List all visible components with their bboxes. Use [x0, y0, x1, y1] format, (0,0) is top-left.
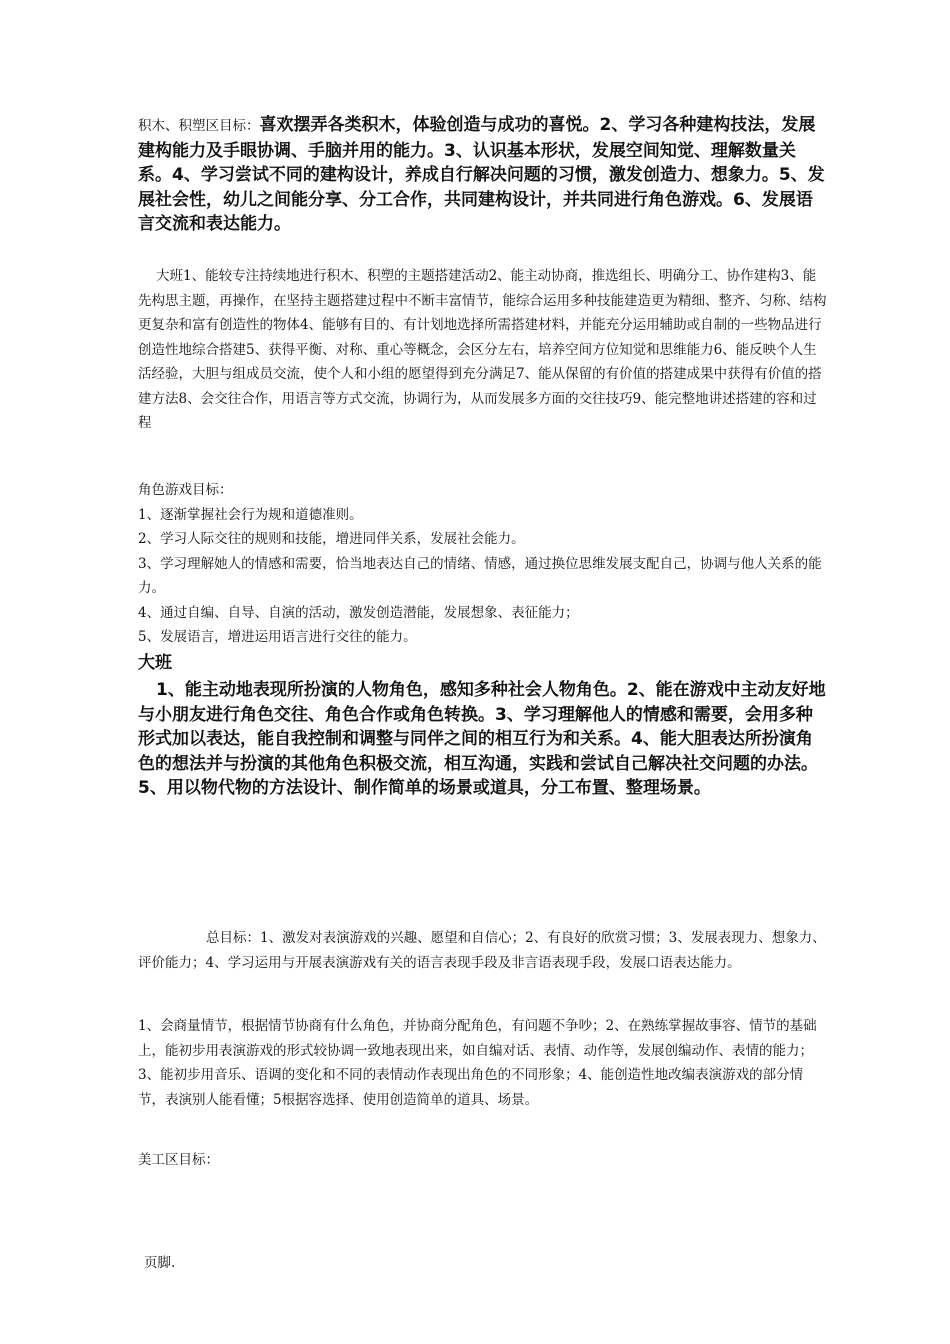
role-play-senior-heading: 大班: [138, 653, 172, 673]
role-play-item: 2、学习人际交往的规则和技能，增进同伴关系，发展社会能力。: [138, 531, 525, 547]
blocks-goal-paragraph: [138, 113, 828, 237]
role-play-item: 3、学习理解她人的情感和需要，恰当地表达自己的情绪、情感，通过换位思维发展支配自己，协调与他人关系的能力。: [138, 555, 822, 596]
role-play-item: 5、发展语言，增进运用语言进行交往的能力。: [138, 629, 417, 645]
blocks-goal-text: 喜欢摆弄各类积木，体验创造与成功的喜悦。2、学习各种建构技法，发展建构能力及手眼协调、手脑并用的能力。3、认识基本形状，发展空间知觉、理解数量关系。4、学习尝试不同的建构设计，养成自行解决问题的习惯，激发创造力、想象力。5、发展社会性，幼儿之间能分享、分工合作，共同建构设计，并共同进行角色游戏。6、发展语言交流和表达能力。: [138, 115, 825, 234]
role-play-item: 1、逐渐掌握社会行为规和道德准则。: [138, 506, 363, 523]
role-play-item: 4、通过自编、自导、自演的活动，激发创造潜能，发展想象、表征能力；: [138, 604, 579, 621]
role-play-section: [138, 478, 828, 650]
blocks-goal-label: 积木、积塑区目标：: [138, 118, 260, 134]
performance-overall-paragraph: 总目标：1、激发对表演游戏的兴趣、愿望和自信心；2、有良好的欣赏习惯；3、发展表现力、想象力、评价能力；4、学习运用与开展表演游戏有关的语言表现手段及非言语表现手段，发展口语表达能力。: [138, 930, 826, 971]
role-play-senior-paragraph: 1、能主动地表现所扮演的人物角色，感知多种社会人物角色。2、能在游戏中主动友好地与小朋友进行角色交往、角色合作或角色转换。3、学习理解他人的情感和需要，会用多种形式加以表达，能自我控制和调整与同伴之间的相互行为和关系。4、能大胆表达所扮演角色的想法并与扮演的其他角色积极交流，相互沟通，实践和尝试自己解决社交问题的办法。5、用以物代物的方法设计、制作简单的场景或道具，分工布置、整理场景。: [138, 680, 826, 798]
blocks-senior-paragraph: 大班1、能较专注持续地进行积木、积塑的主题搭建活动2、能主动协商，推选组长、明确分工、协作建构3、能先构思主题，再操作，在坚持主题搭建过程中不断丰富情节，能综合运用多种技能建造更为精细、整齐、匀称、结构更复杂和富有创造性的物体4、能够有目的、有计划地选择所需搭建材料，并能充分运用辅助或自制的一些物品进行创造性地综合搭建5、获得平衡、对称、重心等概念，会区分左右，培养空间方位知觉和思维能力6、能反映个人生活经验，大胆与组成员交流，使个人和小组的愿望得到充分满足7、能从保留的有价值的搭建成果中获得有价值的搭建方法8、会交往合作，用语言等方式交流，协调行为，从而发展多方面的交往技巧9、能完整地讲述搭建的容和过程: [138, 268, 827, 431]
performance-details-paragraph: 1、会商量情节，根据情节协商有什么角色，并协商分配角色，有问题不争吵；2、在熟练掌握故事容、情节的基础上，能初步用表演游戏的形式较协调一致地表现出来，如自编对话、表情、动作等，发展创编动作、表情的能力；3、能初步用音乐、语调的变化和不同的表情动作表现出角色的不同形象；4、能创造性地改编表演游戏的部分情节，表演别人能看懂；5根据容选择、使用创造简单的道具、场景。: [138, 1018, 817, 1108]
art-area-title: 美工区目标：: [138, 1152, 219, 1168]
role-play-title: 角色游戏目标：: [138, 482, 233, 498]
page-footer: 页脚.: [144, 1255, 176, 1271]
